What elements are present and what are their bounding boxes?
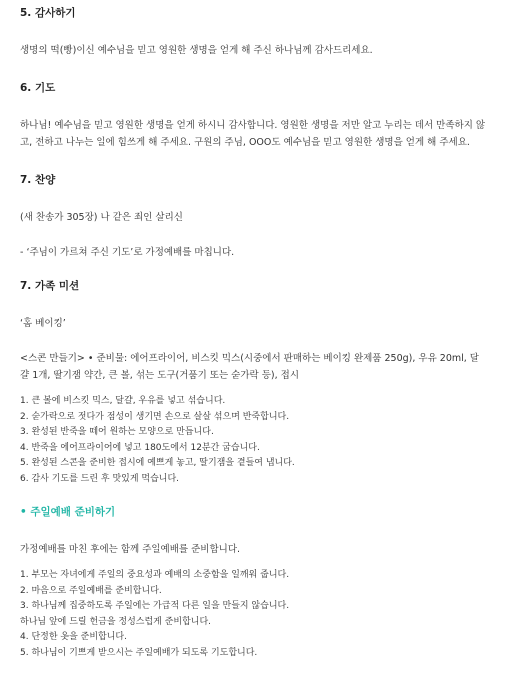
list-item: 2. 숟가락으로 젓다가 점성이 생기면 손으로 살살 섞으며 반죽합니다. <box>20 411 290 422</box>
list-item: 4. 단정한 옷을 준비합니다. <box>20 632 127 642</box>
list-item: 3. 완성된 반죽을 떼어 원하는 모양으로 만듭니다. <box>20 427 214 437</box>
recipe-steps <box>20 394 486 487</box>
section-title-thanks: 5. 감사하기 <box>20 7 76 19</box>
list-item: 6. 감사 기도를 드린 후 맛있게 먹습니다. <box>20 473 180 484</box>
recipe-intro: <스콘 만들기> • 준비물: 에어프라이어, 비스킷 믹스(시중에서 판매하는 베이킹 완제품 250g), 우유 20ml, 달걀 1개, 딸기잼 약간, 큰 볼, 섞는 도구(거품기 또는 숟가락 등), 접시 <box>20 353 479 381</box>
section-title-family-mission: 7. 가족 미션 <box>20 280 80 292</box>
list-item: 5. 완성된 스콘을 준비한 접시에 예쁘게 놓고, 딸기잼을 곁들여 냅니다. <box>20 458 295 468</box>
prayer-text: 하나님! 예수님을 믿고 영원한 생명을 얻게 하시니 감사합니다. 영원한 생명을 저만 알고 누리는 데서 만족하지 않고, 전하고 나누는 일에 힘쓰게 해 주세요. 구원의 주님, OOO도 예수님을 믿고 영원한 생명을 얻게 해 주세요. <box>20 120 486 148</box>
closing-text: - ‘주님이 가르쳐 주신 기도’로 가정예배를 마칩니다. <box>20 247 235 258</box>
list-item: 4. 반죽을 에어프라이어에 넣고 180도에서 12분간 굽습니다. <box>20 442 260 453</box>
list-item: 하나님 앞에 드릴 헌금을 정성스럽게 준비합니다. <box>20 616 212 627</box>
list-item: 3. 하나님께 집중하도록 주일에는 가급적 다른 일을 만들지 않습니다. <box>20 601 290 611</box>
praise-text: (새 찬송가 305장) 나 같은 죄인 살리신 <box>20 212 183 223</box>
section-title-praise: 7. 찬양 <box>20 174 56 186</box>
prep-list <box>20 568 486 661</box>
mission-subtitle: ‘홈 베이킹’ <box>20 318 66 329</box>
list-item: 1. 부모는 자녀에게 주일의 중요성과 예배의 소중함을 일깨워 줍니다. <box>20 570 290 580</box>
prep-intro: 가정예배를 마친 후에는 함께 주일예배를 준비합니다. <box>20 544 241 555</box>
list-item: 1. 큰 볼에 비스킷 믹스, 달걀, 우유를 넣고 섞습니다. <box>20 396 226 406</box>
thanks-text: 생명의 떡(빵)이신 예수님을 믿고 영원한 생명을 얻게 해 주신 하나님께 감사드리세요. <box>20 45 373 56</box>
list-item: 5. 하나님이 기쁘게 받으시는 주일예배가 되도록 기도합니다. <box>20 647 258 658</box>
list-item: 2. 마음으로 주일예배를 준비합니다. <box>20 585 162 596</box>
section-title-prayer: 6. 기도 <box>20 82 56 94</box>
section-title-sunday-prep: • 주일예배 준비하기 <box>20 506 116 518</box>
